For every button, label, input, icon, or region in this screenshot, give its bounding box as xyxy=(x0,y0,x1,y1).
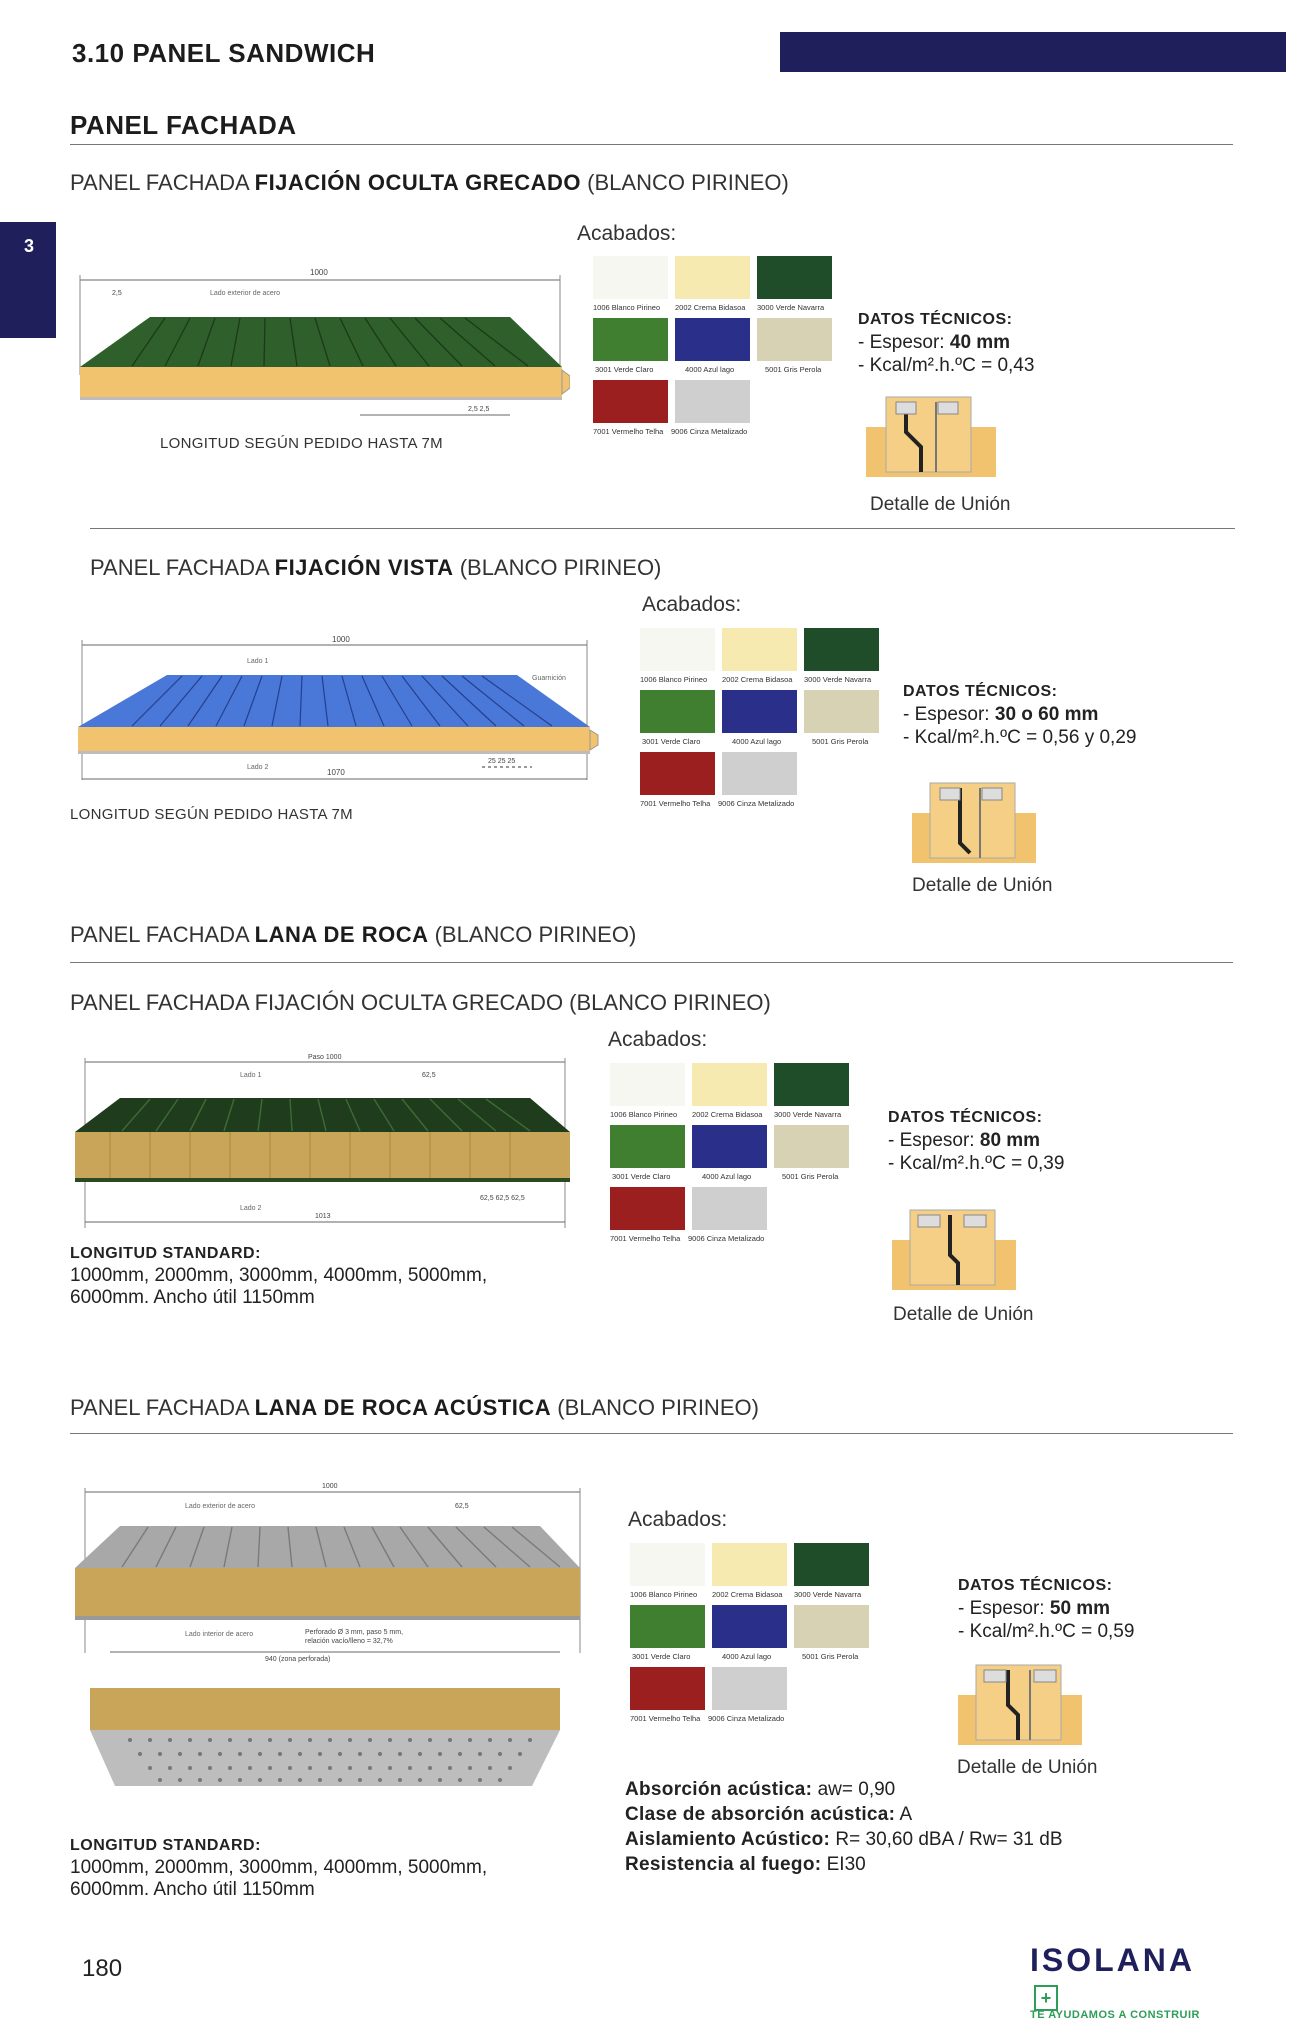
swatch-7001 xyxy=(630,1667,705,1710)
swatch-7001 xyxy=(640,752,715,795)
panel-1-diagram xyxy=(70,255,570,425)
swatch-label: 3000 Verde Navarra xyxy=(774,1110,842,1119)
side-tab-number: 3 xyxy=(24,236,35,256)
swatch-label: 3001 Verde Claro xyxy=(632,1652,691,1661)
dim-bottom: 1070 xyxy=(327,768,345,777)
divider xyxy=(90,528,1235,529)
swatch-label: 4000 Azul lago xyxy=(732,737,782,746)
label-b: Lado 2 xyxy=(240,1205,262,1212)
panel-4-length: LONGITUD STANDARD: 1000mm, 2000mm, 3000mm, 4000mm, 5000mm, 6000mm. Ancho útil 1150mm xyxy=(70,1837,488,1900)
swatch-label: 2002 Crema Bidasoa xyxy=(692,1110,763,1119)
swatch-4000 xyxy=(712,1605,787,1648)
panel-3-length: LONGITUD STANDARD: 1000mm, 2000mm, 3000mm, 4000mm, 5000mm, 6000mm. Ancho útil 1150mm xyxy=(70,1245,488,1308)
swatch-3000 xyxy=(757,256,832,299)
swatch-1006 xyxy=(640,628,715,671)
swatch-label: 5001 Gris Perola xyxy=(812,737,869,746)
brand-plus-icon: + xyxy=(1034,1985,1058,2011)
divider xyxy=(70,144,1233,145)
swatch-label: 3000 Verde Navarra xyxy=(794,1590,862,1599)
note-2: relación vacío/lleno = 32,7% xyxy=(305,1638,393,1645)
dim-rib: 62,5 xyxy=(455,1503,469,1510)
swatch-5001 xyxy=(757,318,832,361)
label-b: Lado interior de acero xyxy=(185,1631,254,1638)
dim-top: 1000 xyxy=(310,268,328,277)
note-3: 940 (zona perforada) xyxy=(265,1656,331,1663)
swatch-1006 xyxy=(593,256,668,299)
swatch-label: 2002 Crema Bidasoa xyxy=(675,303,746,312)
group-title: PANEL FACHADA LANA DE ROCA (BLANCO PIRINEO) xyxy=(70,922,637,947)
panel-2-tech: DATOS TÉCNICOS: - Espesor: 30 o 60 mm - Kcal/m².h.ºC = 0,56 y 0,29 xyxy=(903,683,1137,748)
dim-top: Paso 1000 xyxy=(308,1054,342,1061)
swatch-2002 xyxy=(675,256,750,299)
dim-top: 1000 xyxy=(332,635,350,644)
swatch-3000 xyxy=(804,628,879,671)
swatch-1006 xyxy=(610,1063,685,1106)
panel-4-tech: DATOS TÉCNICOS: - Espesor: 50 mm - Kcal/m².h.ºC = 0,59 xyxy=(958,1577,1135,1642)
panel-4-swatches xyxy=(630,1543,880,1733)
panel-3-detail-label: Detalle de Unión xyxy=(893,1304,1034,1325)
swatch-5001 xyxy=(804,690,879,733)
dim-pitch: 25 25 25 xyxy=(488,758,516,765)
panel-1-union-detail xyxy=(866,392,996,482)
swatch-label: 1006 Blanco Pirineo xyxy=(610,1110,678,1119)
page-number: 180 xyxy=(82,1955,123,1982)
swatch-label: 1006 Blanco Pirineo xyxy=(630,1590,698,1599)
swatch-label: 7001 Vermelho Telha xyxy=(640,799,711,808)
swatch-label: 4000 Azul lago xyxy=(722,1652,772,1661)
label-b: Lado 2 xyxy=(247,764,269,771)
swatch-2002 xyxy=(692,1063,767,1106)
swatch-label: 3001 Verde Claro xyxy=(612,1172,671,1181)
swatch-3000 xyxy=(774,1063,849,1106)
brand-tagline: TE AYUDAMOS A CONSTRUIR xyxy=(1030,2009,1200,2021)
swatch-label: 3000 Verde Navarra xyxy=(804,675,872,684)
acoustic-specs: Absorción acústica: aw= 0,90 Clase de absorción acústica: A Aislamiento Acústico: R= 30,60 dBA / Rw= 31 dB Resistencia al fuego: EI30 xyxy=(625,1779,1063,1875)
panel-2-diagram xyxy=(72,630,612,790)
swatch-2002 xyxy=(712,1543,787,1586)
label-a: Lado exterior de acero xyxy=(210,290,281,297)
swatch-label: 3001 Verde Claro xyxy=(595,365,654,374)
swatch-label: 5001 Gris Perola xyxy=(802,1652,859,1661)
swatch-7001 xyxy=(593,380,668,423)
swatch-label: 3001 Verde Claro xyxy=(642,737,701,746)
panel-1-title: PANEL FACHADA FIJACIÓN OCULTA GRECADO (BLANCO PIRINEO) xyxy=(70,170,789,195)
swatch-label: 4000 Azul lago xyxy=(702,1172,752,1181)
header-bar xyxy=(780,32,1286,72)
label-c: Guarnición xyxy=(532,675,566,682)
panel-2-title: PANEL FACHADA FIJACIÓN VISTA (BLANCO PIRINEO) xyxy=(90,555,662,580)
dim-bottom: 1013 xyxy=(315,1213,331,1220)
swatch-label: 3000 Verde Navarra xyxy=(757,303,825,312)
note-1: Perforado Ø 3 mm, paso 5 mm, xyxy=(305,1629,404,1636)
swatch-9006 xyxy=(675,380,750,423)
panel-2-swatches xyxy=(640,628,890,818)
swatch-label: 2002 Crema Bidasoa xyxy=(712,1590,783,1599)
swatch-3001 xyxy=(640,690,715,733)
swatch-3001 xyxy=(610,1125,685,1168)
swatch-label: 9006 Cinza Metalizado xyxy=(671,427,748,436)
panel-3-tech: DATOS TÉCNICOS: - Espesor: 80 mm - Kcal/m².h.ºC = 0,39 xyxy=(888,1109,1065,1174)
page-heading: PANEL FACHADA xyxy=(70,110,297,140)
swatch-label: 7001 Vermelho Telha xyxy=(630,1714,701,1723)
swatch-4000 xyxy=(722,690,797,733)
brand-logo xyxy=(1030,1942,1220,2021)
swatch-4000 xyxy=(675,318,750,361)
label-a: Lado exterior de acero xyxy=(185,1503,256,1510)
swatch-3000 xyxy=(794,1543,869,1586)
panel-1-detail-label: Detalle de Unión xyxy=(870,494,1011,515)
dim-pitch: 2,5 2,5 xyxy=(468,406,490,413)
dim-small: 2,5 xyxy=(112,290,122,297)
swatch-label: 7001 Vermelho Telha xyxy=(610,1234,681,1243)
dim-top: 1000 xyxy=(322,1483,338,1490)
swatch-label: 5001 Gris Perola xyxy=(782,1172,839,1181)
panel-1-length: LONGITUD SEGÚN PEDIDO HASTA 7M xyxy=(160,435,443,452)
swatch-7001 xyxy=(610,1187,685,1230)
swatch-label: 9006 Cinza Metalizado xyxy=(688,1234,765,1243)
swatch-label: 4000 Azul lago xyxy=(685,365,735,374)
swatch-1006 xyxy=(630,1543,705,1586)
swatch-label: 5001 Gris Perola xyxy=(765,365,822,374)
swatch-label: 1006 Blanco Pirineo xyxy=(593,303,661,312)
side-tab xyxy=(0,222,56,338)
panel-2-length: LONGITUD SEGÚN PEDIDO HASTA 7M xyxy=(70,806,353,823)
swatch-label: 9006 Cinza Metalizado xyxy=(718,799,795,808)
swatch-9006 xyxy=(692,1187,767,1230)
panel-2-union-detail xyxy=(912,778,1036,868)
panel-4-acabados: Acabados: xyxy=(628,1508,728,1531)
swatch-label: 7001 Vermelho Telha xyxy=(593,427,664,436)
panel-1-tech: DATOS TÉCNICOS: - Espesor: 40 mm - Kcal/m².h.ºC = 0,43 xyxy=(858,311,1035,376)
swatch-9006 xyxy=(722,752,797,795)
label-a: Lado 1 xyxy=(240,1072,262,1079)
panel-4-diagram xyxy=(70,1478,600,1798)
divider xyxy=(70,1433,1233,1434)
panel-3-swatches xyxy=(610,1063,860,1253)
swatch-label: 1006 Blanco Pirineo xyxy=(640,675,708,684)
panel-3-acabados: Acabados: xyxy=(608,1028,708,1051)
swatch-label: 9006 Cinza Metalizado xyxy=(708,1714,785,1723)
panel-4-union-detail xyxy=(958,1660,1082,1750)
dim-rib: 62,5 xyxy=(422,1072,436,1079)
panel-3-union-detail xyxy=(892,1205,1016,1295)
swatch-3001 xyxy=(630,1605,705,1648)
panel-1-acabados: Acabados: xyxy=(577,222,677,245)
swatch-5001 xyxy=(794,1605,869,1648)
panel-4-title: PANEL FACHADA LANA DE ROCA ACÚSTICA (BLANCO PIRINEO) xyxy=(70,1395,759,1420)
swatch-label: 2002 Crema Bidasoa xyxy=(722,675,793,684)
swatch-3001 xyxy=(593,318,668,361)
swatch-2002 xyxy=(722,628,797,671)
panel-4-detail-label: Detalle de Unión xyxy=(957,1757,1098,1778)
divider xyxy=(70,962,1233,963)
panel-2-detail-label: Detalle de Unión xyxy=(912,875,1053,896)
swatch-4000 xyxy=(692,1125,767,1168)
panel-3-diagram xyxy=(70,1050,580,1230)
panel-3-title: PANEL FACHADA FIJACIÓN OCULTA GRECADO (BLANCO PIRINEO) xyxy=(70,990,771,1015)
panel-2-acabados: Acabados: xyxy=(642,593,742,616)
brand-name: ISOLANA xyxy=(1030,1942,1195,1978)
panel-1-swatches xyxy=(593,256,843,446)
label-a: Lado 1 xyxy=(247,658,269,665)
swatch-9006 xyxy=(712,1667,787,1710)
section-title: 3.10 PANEL SANDWICH xyxy=(72,38,376,68)
dim-pitch: 62,5 62,5 62,5 xyxy=(480,1195,525,1202)
swatch-5001 xyxy=(774,1125,849,1168)
